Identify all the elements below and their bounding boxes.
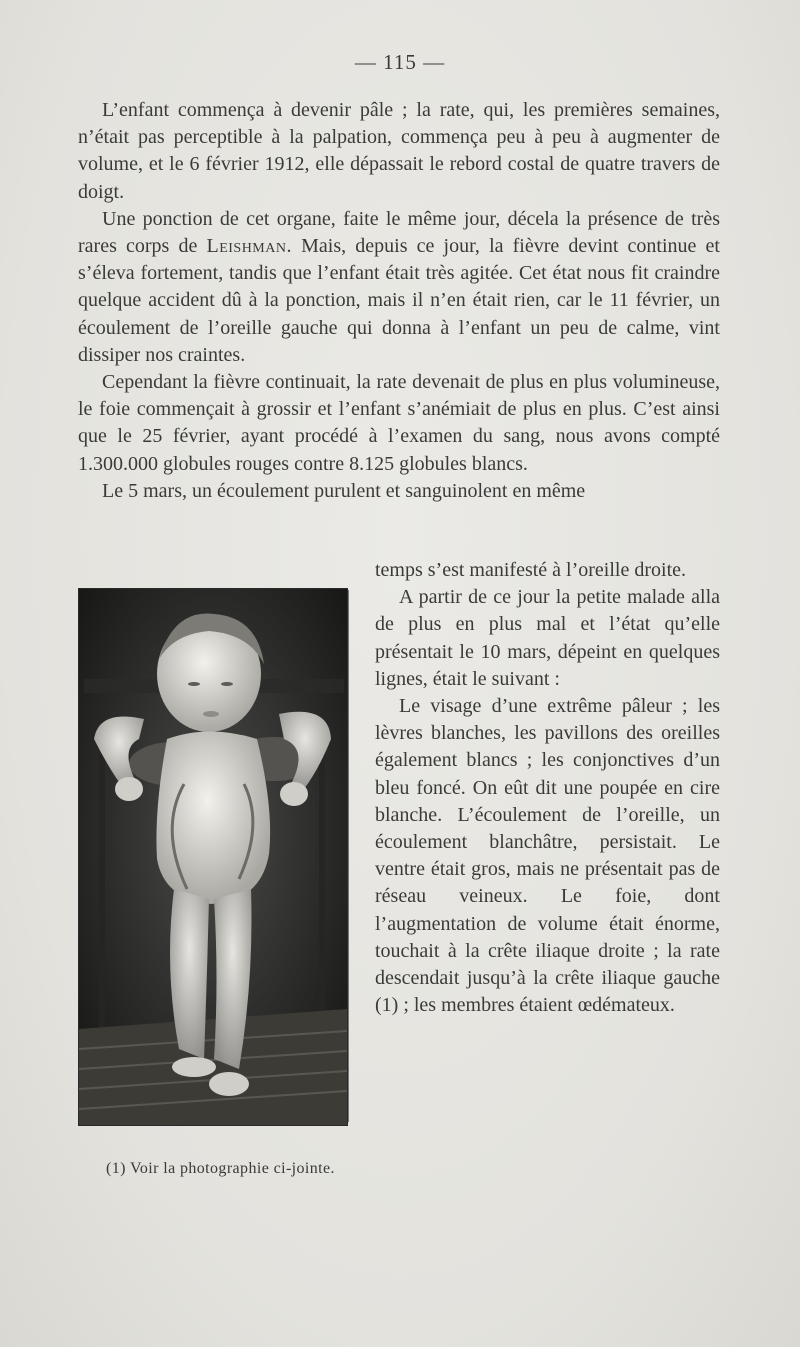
- paragraph-4-continued: temps s’est manifesté à l’oreille droite.: [375, 559, 687, 581]
- paragraph-3: Cependant la fièvre continuait, la rate devenait de plus en plus volumineuse, le foie commençait à grossir et l’enfant s’anémiait de plus en plus. C’est ainsi que le 25 février, ayant procédé à l’examen du sang, nous avons compté 1.300.000 globules rouges contre 8.125 globules blancs.: [78, 371, 720, 475]
- paragraph-2-continued: Mais, depuis ce jour, la fièvre devint continue et s’éleva fortement, tandis que l’enfant était très agitée. Cet état nous fit craindre quelque accident dû à la ponction, mais il n’en était rien, car le 11 février, un écoulement de l’oreille gauche qui donna à l’enfant un peu de calme, vint dissiper nos craintes.: [78, 235, 720, 366]
- paragraph-2-text: Une ponction de cet organe, faite le même jour, décela la présence de très rares corps de: [78, 207, 720, 258]
- page-number: — 115 —: [354, 50, 446, 74]
- patient-photograph: [78, 588, 348, 1126]
- footnote: (1) Voir la photographie ci-jointe.: [106, 1160, 335, 1177]
- paragraph-5: A partir de ce jour la petite malade alla de plus en plus mal et l’état qu’elle présentait le 10 mars, dépeint en quelques lignes, était le suivant :: [375, 586, 720, 690]
- photo-border-line: [348, 590, 349, 1122]
- right-column-text: [375, 557, 720, 1019]
- main-text-block: [78, 97, 720, 505]
- photograph-image: [79, 589, 347, 1125]
- proper-name: Leishman.: [206, 235, 292, 258]
- paragraph-6: Le visage d’une extrême pâleur ; les lèvres blanches, les pavillons des oreilles également blancs ; les conjonctives d’un bleu foncé. On eût dit une poupée en cire blanche. L’écoulement de l’oreille, un écoulement blanchâtre, persistait. Le ventre était gros, mais ne présentait pas de réseau veineux. Le foie, dont l’augmentation de volume était énorme, touchait à la crête iliaque droite ; la rate descendait jusqu’à la crête iliaque gauche (1) ; les membres étaient œdémateux.: [375, 695, 720, 1017]
- paragraph-2: [78, 206, 720, 369]
- paragraph-1: L’enfant commença à devenir pâle ; la rate, qui, les premières semaines, n’était pas perceptible à la palpation, commença peu à peu à augmenter de volume, et le 6 février 1912, elle dépassait le rebord costal de quatre travers de doigt.: [78, 99, 720, 203]
- paragraph-4-start: Le 5 mars, un écoulement purulent et sanguinolent en même: [102, 479, 586, 502]
